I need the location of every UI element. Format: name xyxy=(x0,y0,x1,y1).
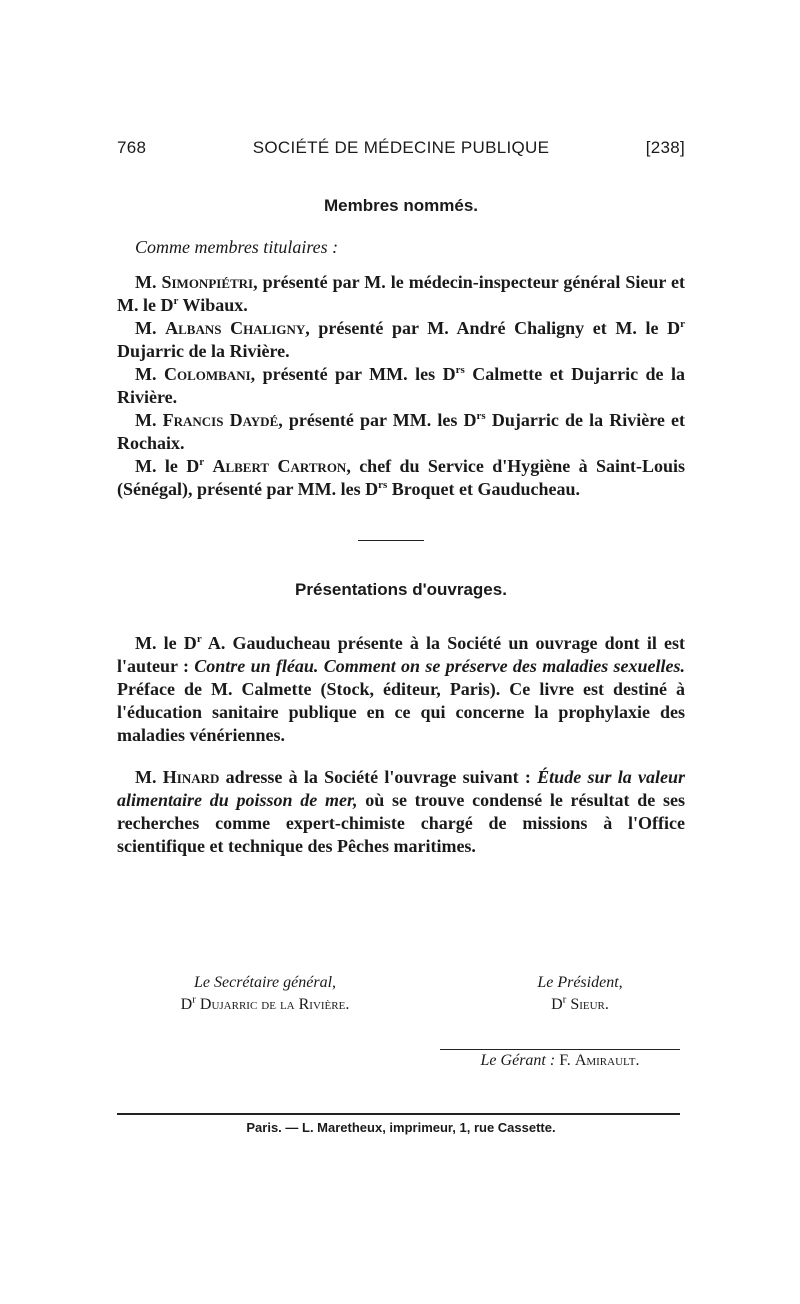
member-name: Albert Cartron xyxy=(212,456,347,476)
membres-heading: Membres nommés. xyxy=(324,196,478,215)
member-name: Francis Daydé xyxy=(162,410,279,430)
book-title: Contre un fléau. Comment on se préserve des maladies sexuelles. xyxy=(194,656,685,676)
member-entry: M. Colombani, présenté par MM. les $D^{rs}$ Calmette et Dujarric de la Rivière. xyxy=(117,364,686,407)
journal-title: SOCIÉTÉ DE MÉDECINE PUBLIQUE xyxy=(252,138,550,157)
member-name: Albans Chaligny xyxy=(165,318,306,338)
section-divider xyxy=(358,540,424,541)
president-name: $D^r$ Sieur. xyxy=(551,993,609,1013)
member-name: Colombani xyxy=(163,364,251,384)
secretary-signature xyxy=(140,972,390,1016)
president-signature xyxy=(495,972,665,1016)
gerant-line: Le Gérant : F. Amirault. xyxy=(480,1052,640,1069)
secretary-role: Le Secrétaire général, xyxy=(193,974,337,991)
page-number: 768 xyxy=(117,138,147,157)
section-number: [238] xyxy=(645,138,685,157)
gerant-rule xyxy=(440,1049,680,1050)
presentations-heading: Présentations d'ouvrages. xyxy=(295,580,507,599)
member-name: Simonpiétri xyxy=(161,272,254,292)
member-entry: M. Albans Chaligny, présenté par M. André Chaligny et M. le $D^r$ Dujarric de la Rivière. xyxy=(117,318,685,361)
book-title: Étude sur la valeur alimentaire du poisson de mer, xyxy=(117,767,685,810)
presentation-paragraph-1: M. le $D^r$ A. Gauducheau présente à la Société un ouvrage dont il est l'auteur : Contre un fléau. Comment on se préserve des maladies sexuelles. Préface de M. Calmette (Stock, éditeur, Paris). Ce livre est destiné à l'éducation sanitaire publique en ce qui concerne la prophylaxie des maladies vénériennes. xyxy=(117,633,685,745)
secretary-name: $D^r$ Dujarric de la Rivière. xyxy=(180,993,350,1013)
member-entry: M. Francis Daydé, présenté par MM. les $D^{rs}$ Dujarric de la Rivière et Rochaix. xyxy=(117,410,685,453)
president-role: Le Président, xyxy=(537,974,623,991)
membres-intro: Comme membres titulaires : xyxy=(135,237,339,257)
author-name: Hinard xyxy=(162,767,220,787)
membres-list xyxy=(117,236,685,501)
presentation-paragraph-2: M. Hinard adresse à la Société l'ouvrage suivant : Étude sur la valeur alimentaire du poisson de mer, où se trouve condensé le résultat de ses recherches comme expert-chimiste chargé de missions à l'Office scientifique et technique des Pêches maritimes. xyxy=(117,767,685,856)
member-entry: M. le $D^r$ Albert Cartron, chef du Service d'Hygiène à Saint-Louis (Sénégal), présenté par MM. les $D^{rs}$ Broquet et Gauducheau. xyxy=(117,456,686,499)
imprint-rule xyxy=(117,1113,680,1115)
printer-imprint: Paris. — L. Maretheux, imprimeur, 1, rue Cassette. xyxy=(246,1120,556,1135)
member-entry: M. Simonpiétri, présenté par M. le médecin-inspecteur général Sieur et M. le $D^r$ Wibaux. xyxy=(117,272,685,315)
